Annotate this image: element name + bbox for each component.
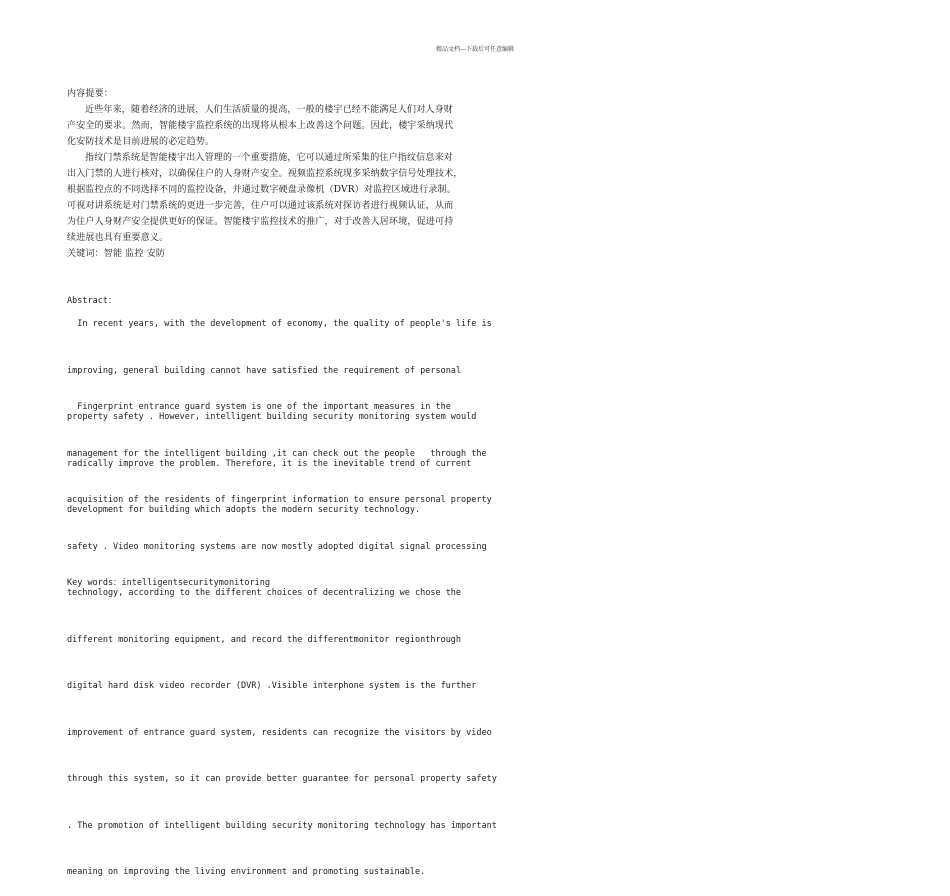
zh-para2-line: 出入门禁的人进行核对，以确保住户的人身财产安全。视频监控系统现多采纳数字信号处理技术， xyxy=(67,169,463,179)
english-keywords-block xyxy=(67,545,487,607)
zh-para2-line: 根据监控点的不同选择不同的监控设备，并通过数字硬盘录像机（DVR）对监控区域进行录制。 xyxy=(67,185,456,195)
zh-para2-line: 为住户人身财产安全提供更好的保证。智能楼宇监控技术的推广，对于改善人居环境，促进可持 xyxy=(67,217,454,227)
chinese-abstract xyxy=(67,86,487,262)
page-header: 精品文档---下载后可任意编辑 xyxy=(435,46,515,53)
en-para2-line: technology, according to the different choices of decentralizing we chose the xyxy=(67,588,462,598)
en-heading: Abstract： xyxy=(67,296,117,306)
zh-para1-line: 产安全的要求。然而，智能楼宇监控系统的出现将从根本上改善这个问题。因此，楼宇采纳现代 xyxy=(67,121,454,131)
zh-para2-line: 续进展也具有重要意义。 xyxy=(67,233,169,243)
en-para2-line: improvement of entrance guard system, residents can recognize the visitors by video xyxy=(67,727,492,738)
en-para1-line: radically improve the problem. Therefore, it is the inevitable trend of current xyxy=(67,458,472,469)
en-para2-line: management for the intelligent building ,it can check out the people through the xyxy=(67,448,487,459)
en-para2-line: digital hard disk video recorder (DVR) .Visible interphone system is the further xyxy=(67,681,477,691)
en-para1-line: property safety . However, intelligent building security monitoring system would xyxy=(67,412,477,422)
en-para2-line: . The promotion of intelligent building security monitoring technology has important xyxy=(67,820,497,831)
zh-para1-line: 化安防技术是目前进展的必定趋势。 xyxy=(67,137,215,147)
zh-para2-line: 可视对讲系统是对门禁系统的更进一步完善，住户可以通过该系统对探访者进行视频认证，从而 xyxy=(67,201,454,211)
en-keywords: Key words：intelligentsecuritymonitoring xyxy=(67,578,270,588)
zh-keywords: 关键词：智能 监控 安防 xyxy=(67,249,166,259)
en-para2-line: through this system, so it can provide better guarantee for personal property safety xyxy=(67,774,497,784)
en-para2-line: Fingerprint entrance guard system is one of the important measures in the xyxy=(67,402,451,412)
en-para1-line: development for building which adopts the modern security technology. xyxy=(67,505,421,515)
zh-para2-line: 指纹门禁系统是智能楼宇出入管理的一个重要措施，它可以通过所采集的住户指纹信息来对 xyxy=(85,153,454,163)
en-para1-line: improving, general building cannot have satisfied the requirement of personal xyxy=(67,365,462,376)
en-para1-line: In recent years, with the development of economy, the quality of people's life is xyxy=(67,319,492,329)
en-para2-line: safety . Video monitoring systems are now mostly adopted digital signal processing xyxy=(67,541,487,552)
english-para2 xyxy=(67,369,497,896)
zh-para1-line: 近些年来，随着经济的进展，人们生活质量的提高，一般的楼宇已经不能满足人们对人身财 xyxy=(85,105,454,115)
en-para2-line: different monitoring equipment, and record the differentmonitor regionthrough xyxy=(67,634,462,645)
en-para2-line: meaning on improving the living environment and promoting sustainable. xyxy=(67,867,426,877)
en-para2-line: acquisition of the residents of fingerprint information to ensure personal property xyxy=(67,495,492,505)
zh-heading: 内容提要： xyxy=(67,89,114,99)
